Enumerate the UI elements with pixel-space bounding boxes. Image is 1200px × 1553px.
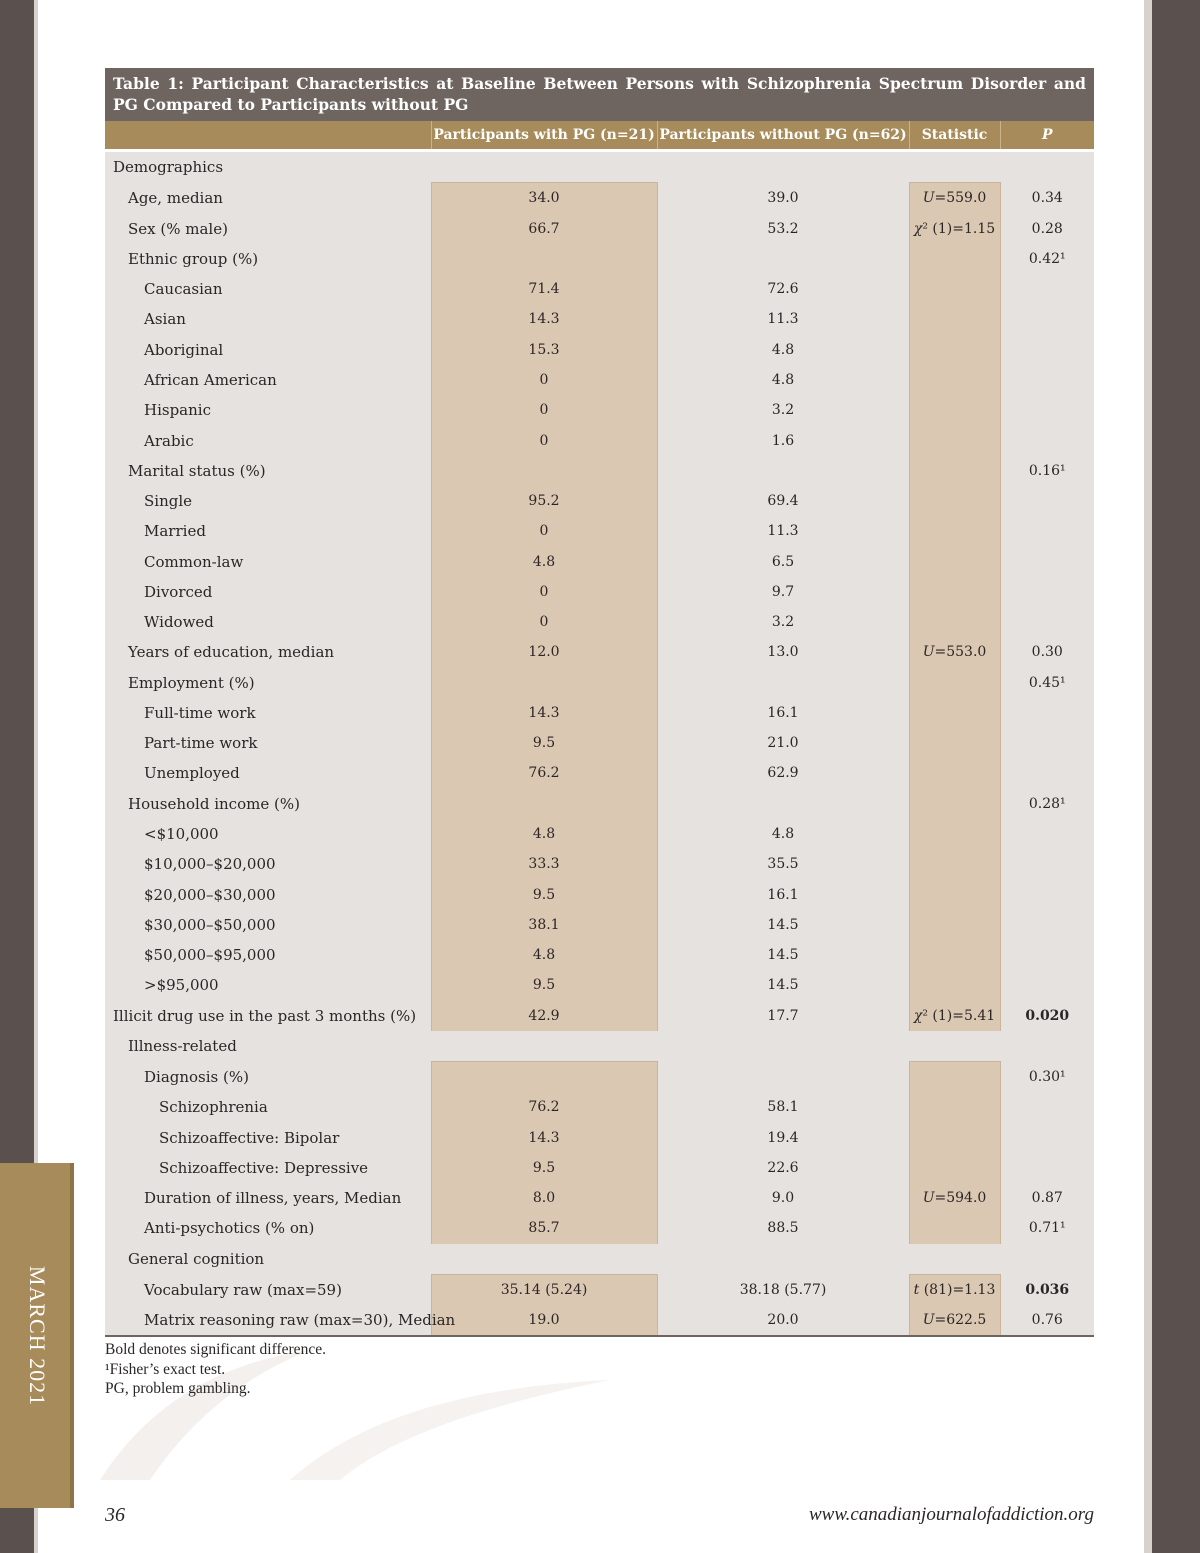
with-pg-value: 8.0 — [431, 1183, 657, 1213]
table-header-row — [105, 121, 1094, 149]
row-label: Single — [105, 486, 431, 516]
p-value — [1000, 728, 1094, 758]
row-label: Illicit drug use in the past 3 months (%) — [105, 1000, 431, 1030]
table-row — [105, 668, 1094, 698]
p-value — [1000, 395, 1094, 425]
p-value: 0.28¹ — [1000, 789, 1094, 819]
with-pg-value: 34.0 — [431, 183, 657, 214]
row-label: $30,000–$50,000 — [105, 910, 431, 940]
row-label: Hispanic — [105, 395, 431, 425]
statistic-value — [909, 1061, 1000, 1092]
without-pg-value — [657, 668, 909, 698]
without-pg-value: 4.8 — [657, 819, 909, 849]
without-pg-value — [657, 1031, 909, 1062]
table-caption: Table 1: Participant Characteristics at Baseline Between Persons with Schizophrenia Spectrum Disorder and PG Compared to Participants without PG — [105, 68, 1094, 121]
note-fisher: ¹Fisher’s exact test. — [105, 1360, 226, 1378]
p-value: 0.16¹ — [1000, 456, 1094, 486]
table-row — [105, 395, 1094, 425]
p-value — [1000, 1244, 1094, 1275]
row-label: Part-time work — [105, 728, 431, 758]
p-value — [1000, 152, 1094, 183]
table-row — [105, 304, 1094, 334]
with-pg-value — [431, 1031, 657, 1062]
row-label: Sex (% male) — [105, 214, 431, 244]
p-value — [1000, 425, 1094, 455]
characteristics-table — [105, 68, 1094, 1337]
statistic-value — [909, 668, 1000, 698]
with-pg-value: 14.3 — [431, 1123, 657, 1153]
row-label: Demographics — [105, 152, 431, 183]
statistic-value: t (81)=1.13 — [909, 1274, 1000, 1305]
with-pg-value — [431, 456, 657, 486]
row-label: Unemployed — [105, 758, 431, 788]
without-pg-value: 20.0 — [657, 1305, 909, 1336]
p-value — [1000, 335, 1094, 365]
with-pg-value: 4.8 — [431, 546, 657, 576]
journal-website[interactable]: www.canadianjournalofaddiction.org — [808, 1504, 1094, 1525]
p-value — [1000, 486, 1094, 516]
table-row — [105, 1092, 1094, 1122]
with-pg-value — [431, 244, 657, 274]
p-value — [1000, 940, 1094, 970]
table-row — [105, 970, 1094, 1000]
table-row — [105, 1274, 1094, 1305]
statistic-value — [909, 516, 1000, 546]
without-pg-value — [657, 1061, 909, 1092]
without-pg-value: 14.5 — [657, 970, 909, 1000]
without-pg-value: 35.5 — [657, 849, 909, 879]
table-row — [105, 274, 1094, 304]
header-p-value: P — [1000, 121, 1094, 149]
table-row — [105, 849, 1094, 879]
with-pg-value: 85.7 — [431, 1213, 657, 1243]
without-pg-value: 1.6 — [657, 425, 909, 455]
without-pg-value: 69.4 — [657, 486, 909, 516]
with-pg-value: 33.3 — [431, 849, 657, 879]
p-value — [1000, 607, 1094, 637]
statistic-value — [909, 758, 1000, 788]
table-row — [105, 728, 1094, 758]
with-pg-value: 0 — [431, 516, 657, 546]
with-pg-value: 76.2 — [431, 1092, 657, 1122]
statistic-value: χ² (1)=5.41 — [909, 1000, 1000, 1030]
table-row — [105, 546, 1094, 576]
row-label: Divorced — [105, 577, 431, 607]
table-row — [105, 183, 1094, 214]
table-row — [105, 365, 1094, 395]
right-margin-gap — [1144, 0, 1152, 1553]
statistic-value — [909, 1213, 1000, 1243]
statistic-value — [909, 910, 1000, 940]
p-value — [1000, 819, 1094, 849]
with-pg-value: 0 — [431, 395, 657, 425]
row-label: General cognition — [105, 1244, 431, 1275]
with-pg-value: 95.2 — [431, 486, 657, 516]
p-value: 0.76 — [1000, 1305, 1094, 1336]
statistic-value: U=594.0 — [909, 1183, 1000, 1213]
header-statistic: Statistic — [909, 121, 1000, 149]
with-pg-value: 42.9 — [431, 1000, 657, 1030]
table-row — [105, 244, 1094, 274]
row-label: Married — [105, 516, 431, 546]
without-pg-value — [657, 456, 909, 486]
table-row — [105, 758, 1094, 788]
with-pg-value: 19.0 — [431, 1305, 657, 1336]
statistic-value — [909, 879, 1000, 909]
table-row — [105, 789, 1094, 819]
p-value — [1000, 1031, 1094, 1062]
without-pg-value: 3.2 — [657, 395, 909, 425]
table-row — [105, 1153, 1094, 1183]
without-pg-value: 22.6 — [657, 1153, 909, 1183]
table-row — [105, 1061, 1094, 1092]
statistic-value — [909, 335, 1000, 365]
table-row — [105, 1031, 1094, 1062]
note-bold: Bold denotes significant difference. — [105, 1341, 326, 1358]
row-label: Asian — [105, 304, 431, 334]
with-pg-value: 14.3 — [431, 698, 657, 728]
with-pg-value: 76.2 — [431, 758, 657, 788]
with-pg-value: 35.14 (5.24) — [431, 1274, 657, 1305]
statistic-value — [909, 819, 1000, 849]
statistic-value — [909, 152, 1000, 183]
row-label: Illness-related — [105, 1031, 431, 1062]
statistic-value: U=559.0 — [909, 183, 1000, 214]
p-value: 0.42¹ — [1000, 244, 1094, 274]
with-pg-value: 12.0 — [431, 637, 657, 667]
row-label: Matrix reasoning raw (max=30), Median — [105, 1305, 431, 1336]
with-pg-value: 9.5 — [431, 728, 657, 758]
statistic-value — [909, 1244, 1000, 1275]
without-pg-value: 39.0 — [657, 183, 909, 214]
with-pg-value — [431, 1244, 657, 1275]
p-value: 0.30¹ — [1000, 1061, 1094, 1092]
with-pg-value: 9.5 — [431, 1153, 657, 1183]
statistic-value — [909, 607, 1000, 637]
table-row — [105, 1213, 1094, 1243]
with-pg-value — [431, 152, 657, 183]
p-value — [1000, 304, 1094, 334]
without-pg-value: 11.3 — [657, 304, 909, 334]
without-pg-value: 14.5 — [657, 910, 909, 940]
p-value — [1000, 698, 1094, 728]
p-value: 0.71¹ — [1000, 1213, 1094, 1243]
p-value — [1000, 758, 1094, 788]
without-pg-value: 88.5 — [657, 1213, 909, 1243]
table-row — [105, 516, 1094, 546]
row-label: Common-law — [105, 546, 431, 576]
statistic-value — [909, 274, 1000, 304]
with-pg-value: 15.3 — [431, 335, 657, 365]
row-label: Years of education, median — [105, 637, 431, 667]
header-with-pg: Participants with PG (n=21) — [431, 121, 657, 149]
without-pg-value: 13.0 — [657, 637, 909, 667]
without-pg-value: 3.2 — [657, 607, 909, 637]
table-row — [105, 214, 1094, 244]
row-label: Schizoaffective: Bipolar — [105, 1123, 431, 1153]
table-row — [105, 152, 1094, 183]
with-pg-value: 4.8 — [431, 819, 657, 849]
p-value: 0.34 — [1000, 183, 1094, 214]
issue-month-label: MARCH 2021 — [25, 1265, 50, 1406]
p-value — [1000, 274, 1094, 304]
p-value — [1000, 910, 1094, 940]
table-notes — [105, 1340, 805, 1399]
p-value — [1000, 970, 1094, 1000]
table-row — [105, 1244, 1094, 1275]
table-row — [105, 1305, 1094, 1336]
table-row — [105, 335, 1094, 365]
without-pg-value — [657, 152, 909, 183]
with-pg-value: 0 — [431, 577, 657, 607]
row-label: Widowed — [105, 607, 431, 637]
with-pg-value: 0 — [431, 425, 657, 455]
p-value — [1000, 546, 1094, 576]
row-label: Caucasian — [105, 274, 431, 304]
row-label: Ethnic group (%) — [105, 244, 431, 274]
statistic-value — [909, 1031, 1000, 1062]
with-pg-value: 9.5 — [431, 970, 657, 1000]
p-value — [1000, 849, 1094, 879]
table-row — [105, 456, 1094, 486]
row-label: Aboriginal — [105, 335, 431, 365]
p-value: 0.87 — [1000, 1183, 1094, 1213]
with-pg-value — [431, 1061, 657, 1092]
p-value — [1000, 516, 1094, 546]
statistic-value — [909, 1092, 1000, 1122]
p-value — [1000, 879, 1094, 909]
data-table — [105, 121, 1094, 1337]
table-row — [105, 698, 1094, 728]
statistic-value: χ² (1)=1.15 — [909, 214, 1000, 244]
statistic-value — [909, 849, 1000, 879]
without-pg-value: 21.0 — [657, 728, 909, 758]
without-pg-value — [657, 789, 909, 819]
statistic-value — [909, 456, 1000, 486]
table-row — [105, 1183, 1094, 1213]
statistic-value — [909, 728, 1000, 758]
p-value: 0.30 — [1000, 637, 1094, 667]
without-pg-value: 4.8 — [657, 335, 909, 365]
statistic-value — [909, 577, 1000, 607]
statistic-value — [909, 395, 1000, 425]
right-margin-bar — [1152, 0, 1200, 1553]
row-label: <$10,000 — [105, 819, 431, 849]
with-pg-value: 9.5 — [431, 879, 657, 909]
without-pg-value: 16.1 — [657, 879, 909, 909]
without-pg-value — [657, 244, 909, 274]
p-value: 0.45¹ — [1000, 668, 1094, 698]
row-label: $10,000–$20,000 — [105, 849, 431, 879]
row-label: Marital status (%) — [105, 456, 431, 486]
statistic-value — [909, 970, 1000, 1000]
row-label: $20,000–$30,000 — [105, 879, 431, 909]
statistic-value — [909, 1123, 1000, 1153]
without-pg-value: 9.0 — [657, 1183, 909, 1213]
statistic-value — [909, 1153, 1000, 1183]
table-row — [105, 910, 1094, 940]
with-pg-value: 14.3 — [431, 304, 657, 334]
table-row — [105, 425, 1094, 455]
with-pg-value: 71.4 — [431, 274, 657, 304]
p-value: 0.28 — [1000, 214, 1094, 244]
row-label: >$95,000 — [105, 970, 431, 1000]
table-row — [105, 879, 1094, 909]
statistic-value: U=622.5 — [909, 1305, 1000, 1336]
row-label: Full-time work — [105, 698, 431, 728]
with-pg-value — [431, 668, 657, 698]
p-value — [1000, 1153, 1094, 1183]
without-pg-value: 9.7 — [657, 577, 909, 607]
header-without-pg: Participants without PG (n=62) — [657, 121, 909, 149]
row-label: $50,000–$95,000 — [105, 940, 431, 970]
statistic-value — [909, 940, 1000, 970]
with-pg-value — [431, 789, 657, 819]
row-label: Vocabulary raw (max=59) — [105, 1274, 431, 1305]
without-pg-value: 58.1 — [657, 1092, 909, 1122]
row-label: Age, median — [105, 183, 431, 214]
without-pg-value: 11.3 — [657, 516, 909, 546]
without-pg-value: 16.1 — [657, 698, 909, 728]
statistic-value — [909, 789, 1000, 819]
without-pg-value: 62.9 — [657, 758, 909, 788]
row-label: Household income (%) — [105, 789, 431, 819]
row-label: Duration of illness, years, Median — [105, 1183, 431, 1213]
row-label: Employment (%) — [105, 668, 431, 698]
with-pg-value: 0 — [431, 607, 657, 637]
row-label: Schizoaffective: Depressive — [105, 1153, 431, 1183]
table-row — [105, 1000, 1094, 1030]
statistic-value — [909, 425, 1000, 455]
without-pg-value: 6.5 — [657, 546, 909, 576]
without-pg-value: 53.2 — [657, 214, 909, 244]
p-value: 0.036 — [1000, 1274, 1094, 1305]
with-pg-value: 38.1 — [431, 910, 657, 940]
statistic-value — [909, 244, 1000, 274]
p-value: 0.020 — [1000, 1000, 1094, 1030]
row-label: Arabic — [105, 425, 431, 455]
without-pg-value: 19.4 — [657, 1123, 909, 1153]
statistic-value — [909, 304, 1000, 334]
table-row — [105, 486, 1094, 516]
with-pg-value: 0 — [431, 365, 657, 395]
with-pg-value: 66.7 — [431, 214, 657, 244]
with-pg-value: 4.8 — [431, 940, 657, 970]
issue-month-tab — [0, 1163, 74, 1508]
table-row — [105, 577, 1094, 607]
row-label: Anti-psychotics (% on) — [105, 1213, 431, 1243]
p-value — [1000, 1092, 1094, 1122]
page-number: 36 — [105, 1504, 125, 1526]
table-row — [105, 819, 1094, 849]
statistic-value — [909, 546, 1000, 576]
row-label: African American — [105, 365, 431, 395]
statistic-value — [909, 698, 1000, 728]
without-pg-value: 72.6 — [657, 274, 909, 304]
header-label-column — [105, 121, 431, 149]
without-pg-value: 38.18 (5.77) — [657, 1274, 909, 1305]
without-pg-value: 4.8 — [657, 365, 909, 395]
p-value — [1000, 577, 1094, 607]
table-row — [105, 1123, 1094, 1153]
row-label: Diagnosis (%) — [105, 1061, 431, 1092]
p-value — [1000, 365, 1094, 395]
without-pg-value: 14.5 — [657, 940, 909, 970]
statistic-value: U=553.0 — [909, 637, 1000, 667]
statistic-value — [909, 365, 1000, 395]
note-pg: PG, problem gambling. — [105, 1380, 251, 1397]
without-pg-value: 17.7 — [657, 1000, 909, 1030]
row-label: Schizophrenia — [105, 1092, 431, 1122]
statistic-value — [909, 486, 1000, 516]
without-pg-value — [657, 1244, 909, 1275]
table-row — [105, 607, 1094, 637]
table-row — [105, 637, 1094, 667]
table-row — [105, 940, 1094, 970]
p-value — [1000, 1123, 1094, 1153]
